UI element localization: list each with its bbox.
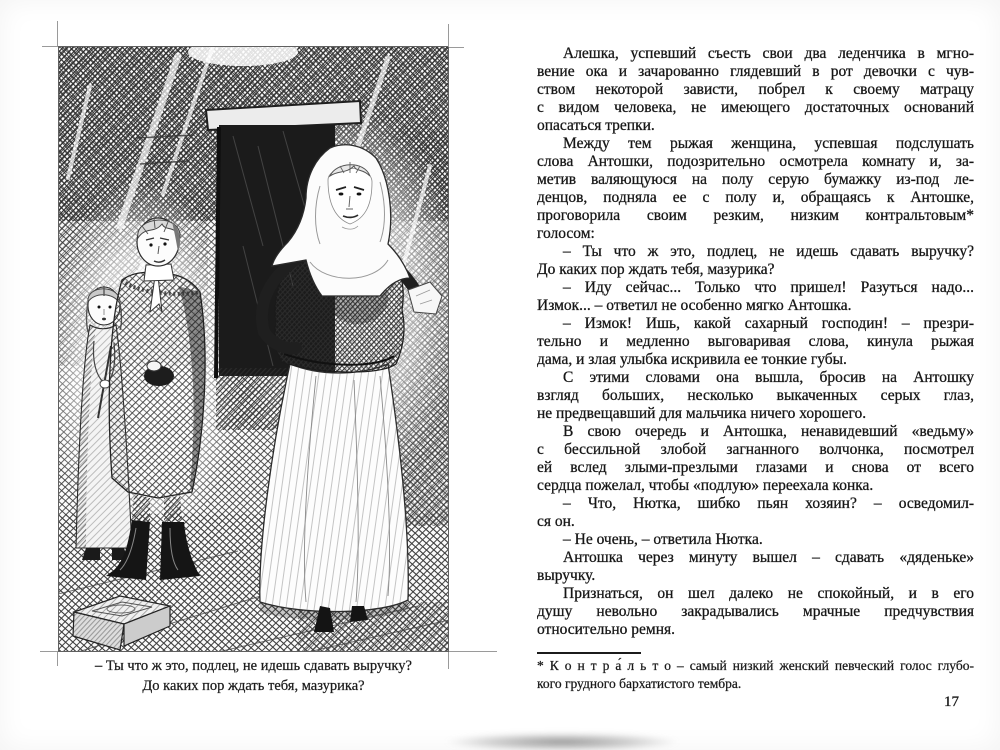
- crop-mark: [448, 24, 449, 47]
- body-text-line: – Что, Нютка, шибко пьян хозяин? – осведомил-: [563, 495, 974, 512]
- body-text-line: Алешка, успевший съесть свои два леденчика в мгно-: [563, 45, 974, 62]
- book-edge-shadow: [424, 729, 724, 750]
- body-text-line: с бессильной злобой загнанного волчонка, посмотрел: [537, 441, 974, 458]
- body-text-line: С этими словами она вышла, бросив на Антошку: [563, 369, 974, 386]
- body-text-line: не предвещавший для мальчика ничего хорошего.: [537, 405, 867, 422]
- body-text-line: – Ты что ж это, подлец, не идешь сдавать выручку?: [563, 243, 974, 260]
- body-text-line: денцов, подняла ее с полу и, обращаясь к Антошке,: [537, 189, 974, 206]
- body-text-line: Между тем рыжая женщина, успевшая подслушать: [563, 135, 974, 152]
- body-text-line: В свою очередь и Антошка, ненавидевший «ведьму»: [563, 423, 974, 440]
- body-text-line: душу невольно закрадывались мрачные предчувствия: [537, 603, 974, 620]
- body-text-line: ся он.: [537, 513, 575, 530]
- footnote-line-1: * К о н т р а́ л ь т о – самый низкий женский певческий голос глубо-: [537, 658, 974, 673]
- body-text-column: [537, 45, 974, 639]
- footnote: [537, 657, 974, 692]
- body-text-line: слова Антошки, подозрительно осмотрела комнату и, за-: [537, 153, 974, 170]
- footnote-line-2: кого грудного бархатистого тембра.: [537, 675, 742, 691]
- body-text-line: ей вслед злыми-презлыми глазами и снова от всего: [537, 459, 974, 476]
- body-text-line: Антошка через минуту вышел – сдавать «дяденьке»: [563, 549, 974, 566]
- body-text-line: Признаться, он шел далеко не спокойный, и в его: [563, 585, 974, 602]
- body-text-line: взгляд больших, несколько выкаченных серых глаз,: [537, 387, 974, 404]
- body-text-line: дама, и злая улыбка искривила ее тонкие губы.: [537, 351, 847, 368]
- body-text-line: вение ока и зачарованно глядевший в рот девочки с чув-: [537, 63, 974, 80]
- body-text-line: выручку.: [537, 567, 596, 584]
- body-text-line: проговорила своим резким, низким контральтовым*: [537, 207, 974, 224]
- crop-mark: [449, 651, 497, 652]
- page-number: 17: [944, 694, 959, 710]
- caption-line-1: – Ты что ж это, подлец, не идешь сдавать выручку?: [95, 658, 412, 674]
- body-text-line: метив валяющуюся на полу серую бумажку из-под ле-: [537, 171, 974, 188]
- footnote-divider: [537, 652, 641, 654]
- body-text-line: относительно ремня.: [537, 621, 676, 638]
- crop-mark: [449, 47, 464, 48]
- body-text-line: сердца пожелал, чтобы «подлую» переехала конка.: [537, 477, 874, 494]
- crop-mark: [42, 46, 58, 47]
- body-text-line: Измок... – ответил не особенно мягко Антошка.: [537, 297, 852, 314]
- body-text-line: – Не очень, – ответила Нютка.: [563, 531, 763, 548]
- body-text-line: с видом человека, не имеющего достаточных оснований: [537, 99, 974, 116]
- body-text-line: – Иду сейчас... Только что пришел! Разуться надо...: [563, 279, 974, 296]
- body-text-line: опасаться трепки.: [537, 117, 655, 134]
- body-text-line: тельно и медленно выговаривая слова, кинула рыжая: [537, 333, 974, 350]
- crop-mark: [40, 651, 58, 652]
- illustration-drawing: [58, 46, 449, 652]
- crop-mark: [57, 21, 58, 47]
- illustration-caption: [48, 657, 459, 696]
- body-text-line: – Измок! Ишь, какой сахарный господин! – презри-: [563, 315, 974, 332]
- body-text-line: До каких пор ждать тебя, мазурика?: [537, 261, 775, 278]
- book-illustration: [58, 46, 449, 652]
- caption-line-2: До каких пор ждать тебя, мазурика?: [142, 677, 365, 694]
- body-text-line: голосом:: [537, 225, 595, 242]
- body-text-line: ством некоторой зависти, побрел к своему матрацу: [537, 81, 974, 98]
